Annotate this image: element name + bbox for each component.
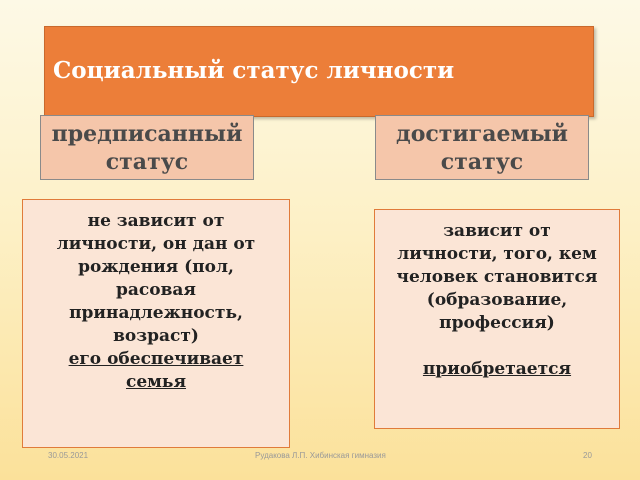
desc-line: личности, того, кем	[397, 244, 597, 264]
desc-line: человек становится	[396, 267, 598, 287]
footer-author: Рудакова Л.П. Хибинская гимназия	[255, 451, 386, 460]
prescribed-status-line2: статус	[105, 148, 189, 175]
desc-line: рождения (пол,	[78, 257, 234, 277]
footer-date: 30.05.2021	[48, 451, 89, 460]
spacer	[375, 335, 619, 358]
achieved-status-box	[375, 115, 589, 180]
achieved-status-line2: статус	[440, 148, 524, 175]
prescribed-description	[22, 199, 290, 448]
title-bar	[44, 26, 594, 117]
desc-line: не зависит от	[87, 211, 225, 231]
desc-line: (образование,	[426, 290, 568, 310]
achieved-status-line1: достигаемый	[396, 120, 568, 147]
footer-page-number: 20	[583, 451, 592, 460]
prescribed-status-box	[40, 115, 254, 180]
desc-underlined-line: его обеспечивает	[68, 349, 244, 369]
desc-line: возраст)	[113, 326, 199, 346]
desc-line: личности, он дан от	[56, 234, 256, 254]
desc-underlined-line: семья	[125, 372, 187, 392]
desc-line: принадлежность,	[69, 303, 243, 323]
achieved-description	[374, 209, 620, 429]
prescribed-status-line1: предписанный	[51, 120, 243, 147]
desc-underlined-line: приобретается	[422, 359, 572, 379]
desc-line: расовая	[116, 280, 196, 300]
desc-line: профессия)	[439, 313, 555, 333]
slide-title: Социальный статус личности	[53, 57, 455, 84]
desc-line: зависит от	[443, 221, 551, 241]
